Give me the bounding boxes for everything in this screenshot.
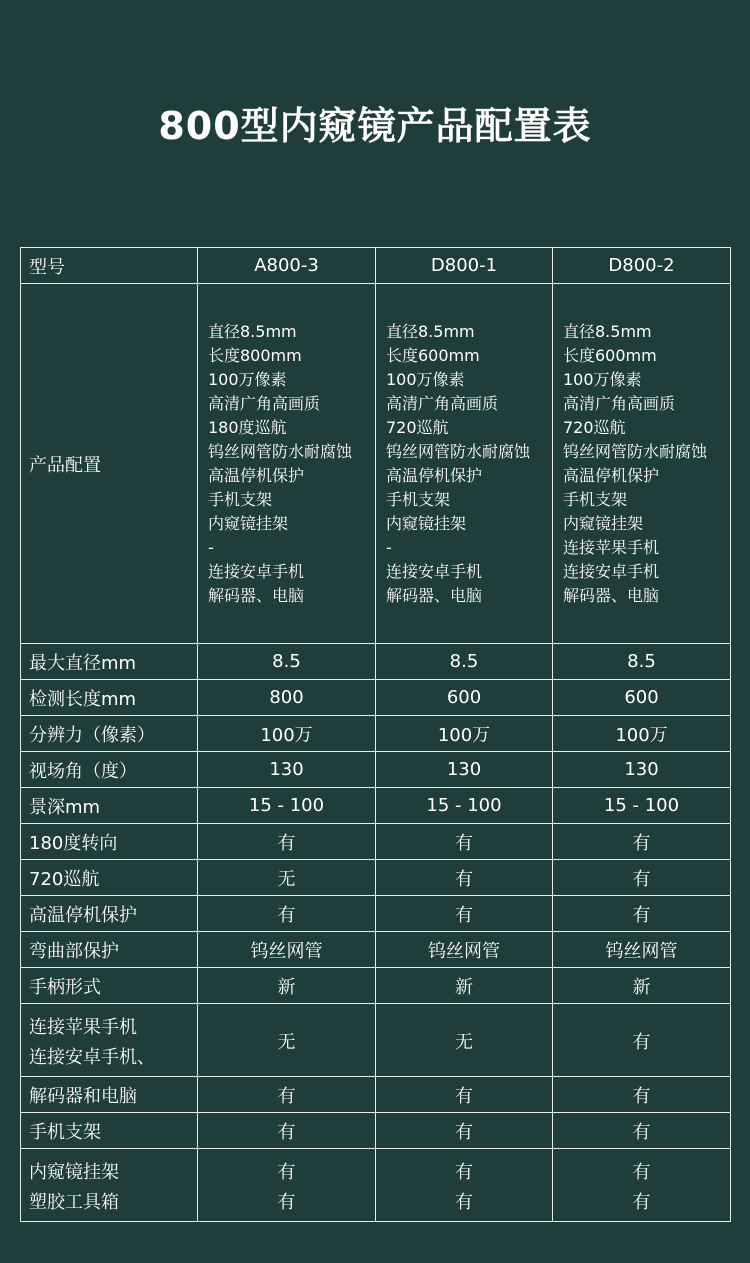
config-item: 直径8.5mm xyxy=(208,321,297,341)
cell-value: 新 xyxy=(376,968,553,1004)
config-item: 高温停机保护 xyxy=(563,465,660,485)
table-row xyxy=(21,1149,731,1222)
config-item: 内窥镜挂架 xyxy=(386,513,467,533)
config-item: 长度600mm xyxy=(386,345,480,365)
config-item: 100万像素 xyxy=(386,369,465,389)
table-row xyxy=(21,680,731,716)
row-label: 分辨力（像素） xyxy=(21,716,198,752)
config-item: 180度巡航 xyxy=(208,417,287,437)
model-a800-3: A800-3 xyxy=(198,248,376,284)
row-label: 解码器和电脑 xyxy=(21,1077,198,1113)
cell-value: 15 - 100 xyxy=(553,788,731,824)
table-row xyxy=(21,1004,731,1077)
config-item: 720巡航 xyxy=(563,417,626,437)
config-list-cell xyxy=(198,284,376,644)
cell-value: 有 xyxy=(376,1077,553,1113)
config-item: 解码器、电脑 xyxy=(386,585,483,605)
config-row xyxy=(21,284,731,644)
cell-value: 钨丝网管 xyxy=(376,932,553,968)
cell-value: 600 xyxy=(553,680,731,716)
cell-value: 有 xyxy=(198,824,376,860)
config-item: 内窥镜挂架 xyxy=(208,513,289,533)
table-row xyxy=(21,932,731,968)
header-label: 型号 xyxy=(21,248,198,284)
table-row xyxy=(21,968,731,1004)
table-row xyxy=(21,896,731,932)
config-item: 直径8.5mm xyxy=(386,321,475,341)
cell-value: 有 xyxy=(553,896,731,932)
config-list-cell xyxy=(553,284,731,644)
config-item: 钨丝网管防水耐腐蚀 xyxy=(386,441,531,461)
config-item: 连接安卓手机 xyxy=(563,561,660,581)
config-item: - xyxy=(386,537,392,557)
config-item: 连接安卓手机 xyxy=(386,561,483,581)
config-list-cell xyxy=(376,284,553,644)
model-d800-1: D800-1 xyxy=(376,248,553,284)
row-label: 最大直径mm xyxy=(21,644,198,680)
cell-value: 新 xyxy=(198,968,376,1004)
table-row xyxy=(21,752,731,788)
row-label: 手柄形式 xyxy=(21,968,198,1004)
row-label: 视场角（度） xyxy=(21,752,198,788)
cell-value: 有 xyxy=(553,1113,731,1149)
table-row xyxy=(21,644,731,680)
config-item: - xyxy=(208,537,214,557)
cell-value xyxy=(198,1004,376,1077)
config-item: 高清广角高画质 xyxy=(563,393,676,413)
cell-value xyxy=(376,1004,553,1077)
config-item: 高温停机保护 xyxy=(386,465,483,485)
cell-value: 有 xyxy=(376,896,553,932)
config-item: 高温停机保护 xyxy=(208,465,305,485)
cell-value: 100万 xyxy=(198,716,376,752)
cell-value xyxy=(553,1149,731,1222)
cell-value: 钨丝网管 xyxy=(553,932,731,968)
config-item: 720巡航 xyxy=(386,417,449,437)
config-item: 长度800mm xyxy=(208,345,302,365)
cell-value: 有 xyxy=(198,896,376,932)
row-label-line: 连接苹果手机 xyxy=(29,1017,137,1038)
row-label xyxy=(21,1149,198,1222)
config-item: 解码器、电脑 xyxy=(208,585,305,605)
config-item: 100万像素 xyxy=(208,369,287,389)
cell-value-line: 有 xyxy=(455,1162,473,1183)
cell-value: 有 xyxy=(553,860,731,896)
row-label: 高温停机保护 xyxy=(21,896,198,932)
row-label: 180度转向 xyxy=(21,824,198,860)
table-row xyxy=(21,716,731,752)
cell-value: 无 xyxy=(198,860,376,896)
config-table xyxy=(20,247,731,1222)
cell-value: 有 xyxy=(376,860,553,896)
cell-value: 600 xyxy=(376,680,553,716)
config-item: 钨丝网管防水耐腐蚀 xyxy=(563,441,708,461)
cell-value: 8.5 xyxy=(553,644,731,680)
cell-value: 有 xyxy=(198,1077,376,1113)
row-label: 720巡航 xyxy=(21,860,198,896)
row-label-line: 连接安卓手机、 xyxy=(29,1047,155,1068)
config-item: 100万像素 xyxy=(563,369,642,389)
config-list xyxy=(553,320,730,608)
cell-value-line: 有 xyxy=(455,1192,473,1213)
config-item: 手机支架 xyxy=(386,489,451,509)
row-label: 景深mm xyxy=(21,788,198,824)
cell-value: 130 xyxy=(553,752,731,788)
cell-value xyxy=(376,1149,553,1222)
row-label xyxy=(21,1004,198,1077)
cell-value: 有 xyxy=(376,1113,553,1149)
config-item: 连接安卓手机 xyxy=(208,561,305,581)
row-label: 检测长度mm xyxy=(21,680,198,716)
cell-value: 有 xyxy=(198,1113,376,1149)
config-item: 手机支架 xyxy=(208,489,273,509)
cell-value-line: 有 xyxy=(277,1192,296,1213)
row-label-lines xyxy=(29,1152,197,1218)
table-row xyxy=(21,860,731,896)
cell-value xyxy=(553,1004,731,1077)
row-label-line: 内窥镜挂架 xyxy=(29,1162,119,1183)
cell-value: 100万 xyxy=(376,716,553,752)
config-item: 连接苹果手机 xyxy=(563,537,660,557)
cell-value: 新 xyxy=(553,968,731,1004)
cell-value-line: 有 xyxy=(632,1192,651,1213)
cell-value-line: 有 xyxy=(632,1162,651,1183)
cell-value xyxy=(198,1149,376,1222)
config-list xyxy=(376,320,552,608)
config-item: 直径8.5mm xyxy=(563,321,652,341)
config-item: 内窥镜挂架 xyxy=(563,513,644,533)
config-item: 钨丝网管防水耐腐蚀 xyxy=(208,441,353,461)
cell-value: 有 xyxy=(553,824,731,860)
table-row xyxy=(21,1113,731,1149)
row-label: 手机支架 xyxy=(21,1113,198,1149)
cell-value-line: 无 xyxy=(455,1032,473,1053)
table-row xyxy=(21,1077,731,1113)
config-item: 解码器、电脑 xyxy=(563,585,660,605)
cell-value: 130 xyxy=(198,752,376,788)
cell-value: 8.5 xyxy=(376,644,553,680)
page-title: 800型内窥镜产品配置表 xyxy=(158,104,592,148)
config-list xyxy=(198,320,375,608)
cell-value-line: 有 xyxy=(277,1162,296,1183)
config-item: 长度600mm xyxy=(563,345,657,365)
config-item: 高清广角高画质 xyxy=(208,393,321,413)
table-header-row xyxy=(21,248,731,284)
cell-value: 8.5 xyxy=(198,644,376,680)
cell-value: 15 - 100 xyxy=(376,788,553,824)
row-label: 弯曲部保护 xyxy=(21,932,198,968)
row-label-line: 塑胶工具箱 xyxy=(29,1192,119,1213)
row-label-lines xyxy=(29,1007,197,1073)
cell-value: 100万 xyxy=(553,716,731,752)
table-row xyxy=(21,788,731,824)
cell-value: 有 xyxy=(376,824,553,860)
model-d800-2: D800-2 xyxy=(553,248,731,284)
cell-value: 15 - 100 xyxy=(198,788,376,824)
cell-value-line: 无 xyxy=(277,1032,296,1053)
config-item: 高清广角高画质 xyxy=(386,393,499,413)
cell-value: 有 xyxy=(553,1077,731,1113)
cell-value: 130 xyxy=(376,752,553,788)
config-label: 产品配置 xyxy=(21,284,198,644)
table-row xyxy=(21,824,731,860)
cell-value-line: 有 xyxy=(632,1032,651,1053)
cell-value: 800 xyxy=(198,680,376,716)
config-item: 手机支架 xyxy=(563,489,628,509)
cell-value: 钨丝网管 xyxy=(198,932,376,968)
